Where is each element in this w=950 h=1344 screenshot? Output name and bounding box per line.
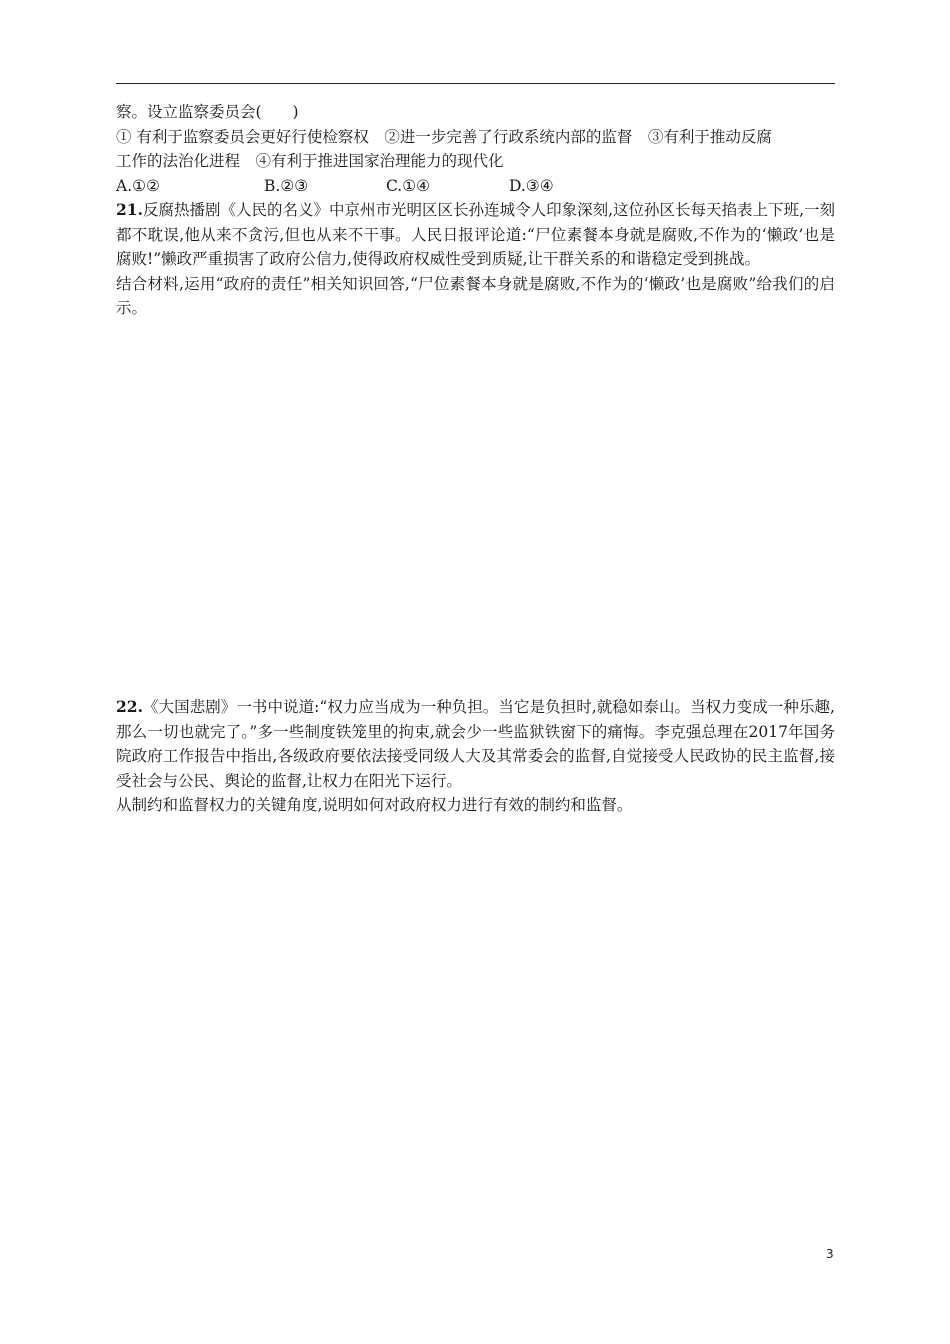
answer-options (116, 174, 835, 199)
question-20-continuation (116, 100, 835, 321)
question-22 (116, 695, 835, 818)
question-21-material-text: 反腐热播剧《人民的名义》中京州市光明区区长孙连城令人印象深刻,这位孙区长每天掐表上下班,一刻都不耽误,他从来不贪污,但也从来不干事。人民日报评论道:“尸位素餐本身就是腐败,不作为的‘懒政’也是腐败!”懒政严重损害了政府公信力,使得政府权威性受到质疑,让干群关系的和谐稳定受到挑战。 (116, 201, 835, 268)
question-22-prompt: 从制约和监督权力的关键角度,说明如何对政府权力进行有效的制约和监督。 (116, 796, 633, 814)
option-b: B.②③ (264, 176, 309, 195)
header-rule (116, 83, 835, 84)
question-22-material-text: 《大国悲剧》一书中说道:“权力应当成为一种负担。当它是负担时,就稳如泰山。当权力变成一种乐趣,那么一切也就完了。”多一些制度铁笼里的拘束,就会少一些监狱铁窗下的痛悔。李克强总理在2017年国务院政府工作报告中指出,各级政府要依法接受同级人大及其常委会的监督,自觉接受人民政协的民主监督,接受社会与公民、舆论的监督,让权力在阳光下运行。 (116, 698, 835, 790)
question-22-number: 22. (116, 697, 143, 716)
statements-line-1: ① 有利于监察委员会更好行使检察权 ②进一步完善了行政系统内部的监督 ③有利于推动反腐 (116, 127, 772, 146)
statements-line-2: 工作的法治化进程 ④有利于推进国家治理能力的现代化 (116, 152, 504, 170)
option-a: A.①② (116, 176, 160, 195)
question-22-material (116, 695, 835, 793)
question-21-number: 21. (116, 200, 143, 219)
page-number: 3 (826, 1247, 834, 1261)
option-c: C.①④ (386, 176, 431, 195)
option-d: D.③④ (509, 176, 554, 195)
question-stem-tail: 察。设立监察委员会( ) (116, 103, 299, 121)
question-21-material (116, 198, 835, 272)
question-21-prompt: 结合材料,运用“政府的责任”相关知识回答,“尸位素餐本身就是腐败,不作为的‘懒政’也是腐败”给我们的启示。 (116, 274, 835, 317)
